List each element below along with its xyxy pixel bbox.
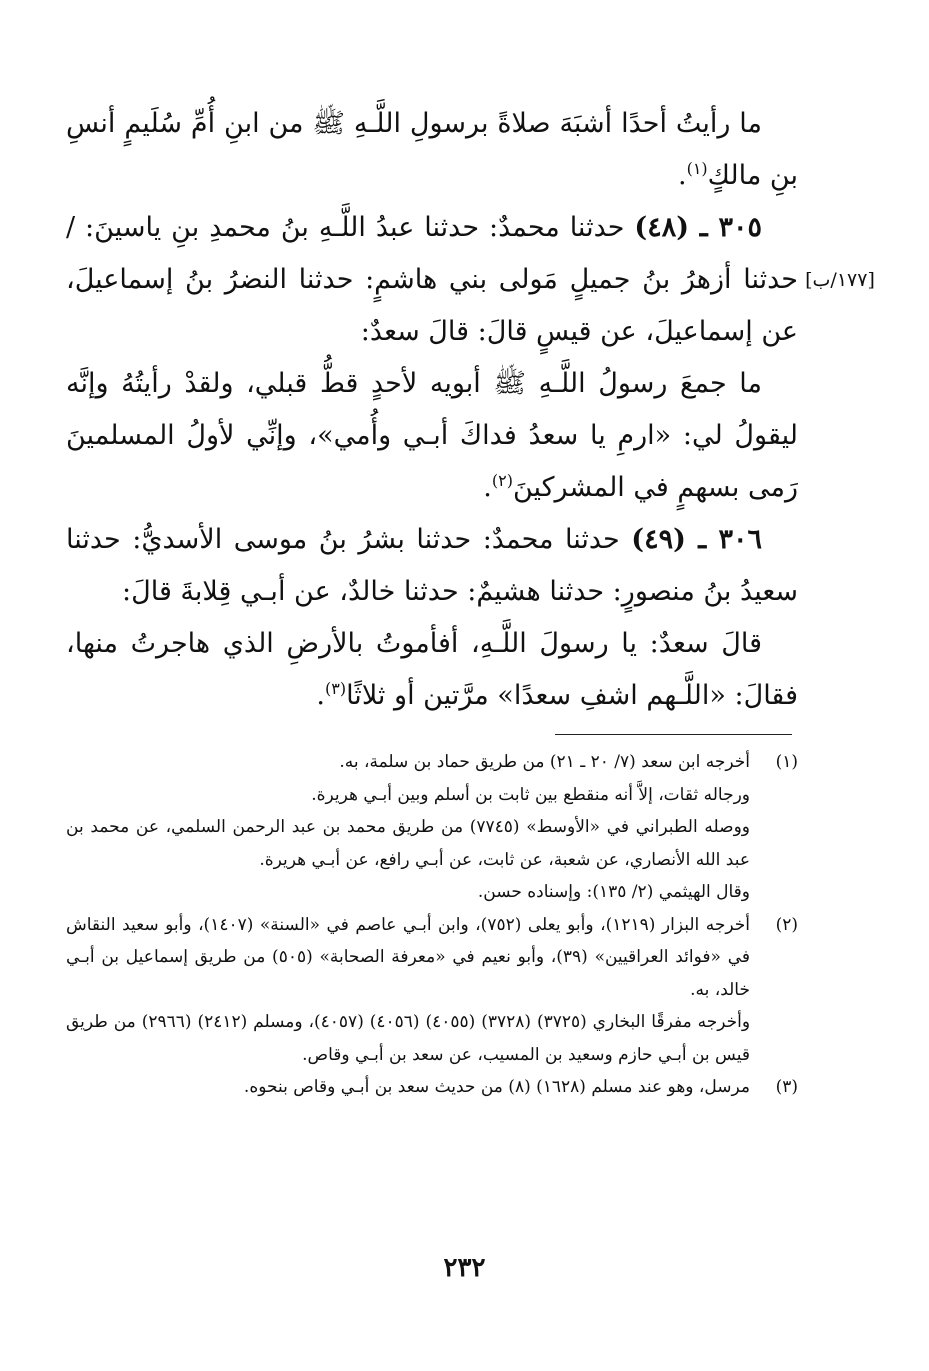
footnote-line: أخرجه البزار (١٢١٩)، وأبو يعلى (٧٥٢)، وابن أبـي عاصم في «السنة» (١٤٠٧)، وأبو سعيد النقاش في «فوائد العراقيين» (٣٩)، وأبو نعيم في «معرفة الصحابة» (٥٠٥) من طريق إسماعيل بن أبـي خالد، به. xyxy=(66,914,751,1000)
hadith-305-matn-text: ما جمعَ رسولُ اللَّـهِ ﷺ أبويه لأحدٍ قطُّ قبلي، ولقدْ رأيتُهُ وإنَّه ليقولُ لي: «ارمِ يا سعدُ فداكَ أبـي وأُمي»، وإنِّي لأولُ المسلمينَ رَمى بسهمٍ في المشركينَ xyxy=(66,368,798,503)
hadith-305-number: ٣٠٥ ـ (٤٨) xyxy=(634,212,762,243)
hadith-306-text: حدثنا محمدٌ: حدثنا بشرُ بنُ موسى الأسديُّ: حدثنا سعيدُ بنُ منصورٍ: حدثنا هشيمٌ: حدثنا خالدٌ، عن أبـي قِلابةَ قالَ: xyxy=(66,524,798,607)
paragraph-intro-end: . xyxy=(677,160,687,191)
paragraph-intro xyxy=(66,98,798,202)
hadith-306-matn-end: . xyxy=(316,680,325,711)
hadith-305-matn xyxy=(66,358,798,514)
hadith-306-matn-text: قالَ سعدٌ: يا رسولَ اللَّـهِ، أفأموتُ بالأرضِ الذي هاجرتُ منها، فقالَ: «اللَّـهم اشفِ سعدًا» مرَّتين أو ثلاثًا xyxy=(66,628,798,711)
footnote-3 xyxy=(66,1071,798,1104)
footnote-line: وأخرجه مفرقًا البخاري (٣٧٢٥) (٣٧٢٨) (٤٠٥٥) (٤٠٥٦) (٤٠٥٧)، ومسلم (٢٤١٢) (٢٩٦٦) من طريق قيس بن أبـي حازم وسعيد بن المسيب، عن سعد بن أبـي وقاص. xyxy=(66,1012,751,1065)
footnote-line: ووصله الطبراني في «الأوسط» (٧٧٤٥) من طريق محمد بن عبد الرحمن السلمي، عن محمد بن عبد الله الأنصاري، عن شعبة، عن ثابت، عن أبـي رافع، عن أبـي هريرة. xyxy=(66,817,750,870)
hadith-305-isnad xyxy=(66,202,798,358)
hadith-305-text: حدثنا محمدٌ: حدثنا عبدُ اللَّـهِ بنُ محمدِ بنِ ياسينَ: / حدثنا أزهرُ بنُ جميلٍ مَولى بني هاشمٍ: حدثنا النضرُ بنُ إسماعيلَ، عن إسماعيلَ، عن قيسٍ قالَ: قالَ سعدٌ: xyxy=(66,212,798,347)
footnote-marker-3: (٣) xyxy=(324,679,347,698)
footnote-1 xyxy=(66,746,798,909)
manuscript-folio-note: [١٧٧/ب] xyxy=(805,269,875,291)
footnote-line: ورجاله ثقات، إلاَّ أنه منقطع بين ثابت بن أسلم وبين أبـي هريرة. xyxy=(311,784,750,805)
footnote-body xyxy=(66,746,750,909)
footnote-separator xyxy=(555,734,792,735)
footnote-marker-2: (٢) xyxy=(491,471,513,490)
footnote-2 xyxy=(66,909,798,1072)
footnote-line: أخرجه ابن سعد (٧/ ٢٠ ـ ٢١) من طريق حماد بن سلمة، به. xyxy=(339,752,750,772)
footnote-line: وقال الهيثمي (٢/ ١٣٥): وإسناده حسن. xyxy=(477,882,750,902)
hadith-305-matn-end: . xyxy=(483,472,492,503)
footnote-number: (١) xyxy=(775,752,798,772)
footnote-number: (٢) xyxy=(775,914,798,935)
page-number: ٢٣٢ xyxy=(443,1253,486,1283)
footnote-marker-1: (١) xyxy=(686,159,708,178)
main-text xyxy=(66,98,798,722)
footnote-body xyxy=(66,1071,750,1104)
footnote-line: مرسل، وهو عند مسلم (١٦٢٨) (٨) من حديث سعد بن أبـي وقاص بنحوه. xyxy=(243,1077,750,1097)
hadith-306-matn xyxy=(66,618,798,722)
hadith-306-number: ٣٠٦ ـ (٤٩) xyxy=(631,524,762,555)
footnotes xyxy=(66,746,798,1104)
paragraph-intro-text: ما رأيتُ أحدًا أشبَهَ صلاةً برسولِ اللَّـهِ ﷺ من ابنِ أُمِّ سُلَيمٍ أنسِ بنِ مالكٍ xyxy=(66,108,798,191)
footnote-number: (٣) xyxy=(775,1077,798,1097)
hadith-306-isnad xyxy=(66,514,798,618)
footnote-body xyxy=(66,909,750,1072)
